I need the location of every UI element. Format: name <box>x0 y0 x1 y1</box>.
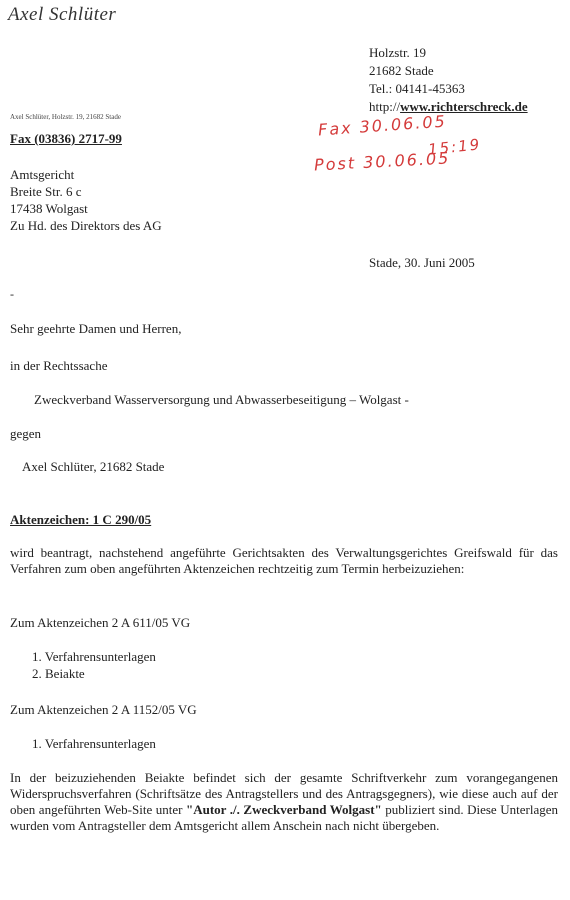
closing-paragraph <box>10 770 558 834</box>
closing-text-2: publiziert sind. Diese Unterlagen wurden vom Antragsteller dem Amtsgericht allem Anschein nach nicht übergeben. <box>10 802 558 833</box>
dash-mark: - <box>10 287 14 301</box>
case2-title: Zum Aktenzeichen 2 A 1152/05 VG <box>10 702 197 717</box>
gegen-line: gegen <box>10 426 42 441</box>
recipient-line: Breite Str. 6 c <box>10 184 82 199</box>
case1-title: Zum Aktenzeichen 2 A 611/05 VG <box>10 615 191 630</box>
sender-web <box>369 98 528 116</box>
website-link[interactable]: www.richterschreck.de <box>400 99 528 114</box>
recipient-line: Amtsgericht <box>10 167 75 182</box>
aktenzeichen-heading: Aktenzeichen: 1 C 290/05 <box>10 512 152 527</box>
case2-list <box>32 735 156 752</box>
list-item: 1. Verfahrensunterlagen <box>32 736 156 751</box>
sender-city: 21682 Stade <box>369 63 434 78</box>
in-sache-line: in der Rechtssache <box>10 358 108 373</box>
request-paragraph: wird beantragt, nachstehend angeführte Gerichtsakten des Verwaltungsgerichtes Greifswald für das Verfahren zum oben angeführten Aktenzeichen rechtzeitig zum Termin herbeizuziehen: <box>10 545 558 576</box>
plaintiff-party: Zweckverband Wasserversorgung und Abwasserbeseitigung – Wolgast - <box>34 392 409 407</box>
sender-return-line: Axel Schlüter, Holzstr. 19, 21682 Stade <box>10 113 121 121</box>
list-item: 2. Beiakte <box>32 666 85 681</box>
case1-list <box>32 648 156 682</box>
defendant-party: Axel Schlüter, 21682 Stade <box>22 459 165 474</box>
letterhead-name: Axel Schlüter <box>8 4 117 25</box>
closing-website-title: "Autor ./. Zweckverband Wolgast" <box>186 802 382 817</box>
handwritten-post-note: Post 30.06.05 <box>313 148 451 175</box>
recipient-line: Zu Hd. des Direktors des AG <box>10 218 162 233</box>
letter-date: Stade, 30. Juni 2005 <box>369 255 475 270</box>
list-item: 1. Verfahrensunterlagen <box>32 649 156 664</box>
recipient-address <box>10 166 162 234</box>
sender-address <box>369 44 528 116</box>
handwritten-fax-note: Fax 30.06.05 <box>317 111 448 140</box>
salutation: Sehr geehrte Damen und Herren, <box>10 321 182 336</box>
recipient-line: 17438 Wolgast <box>10 201 88 216</box>
web-prefix: http:// <box>369 99 401 114</box>
sender-tel: Tel.: 04141-45363 <box>369 81 465 96</box>
sender-street: Holzstr. 19 <box>369 45 427 60</box>
handwritten-time-note: 15:19 <box>427 135 483 159</box>
closing-text-1: In der beizuziehenden Beiakte befindet sich der gesamte Schriftverkehr zum vorangegangenen Widerspruchsverfahren (Schriftsätze des Antragstellers und des Antragsgegners), wie diese auch auf der oben angeführten Web-Site unter <box>10 770 558 817</box>
fax-number: Fax (03836) 2717-99 <box>10 131 122 146</box>
